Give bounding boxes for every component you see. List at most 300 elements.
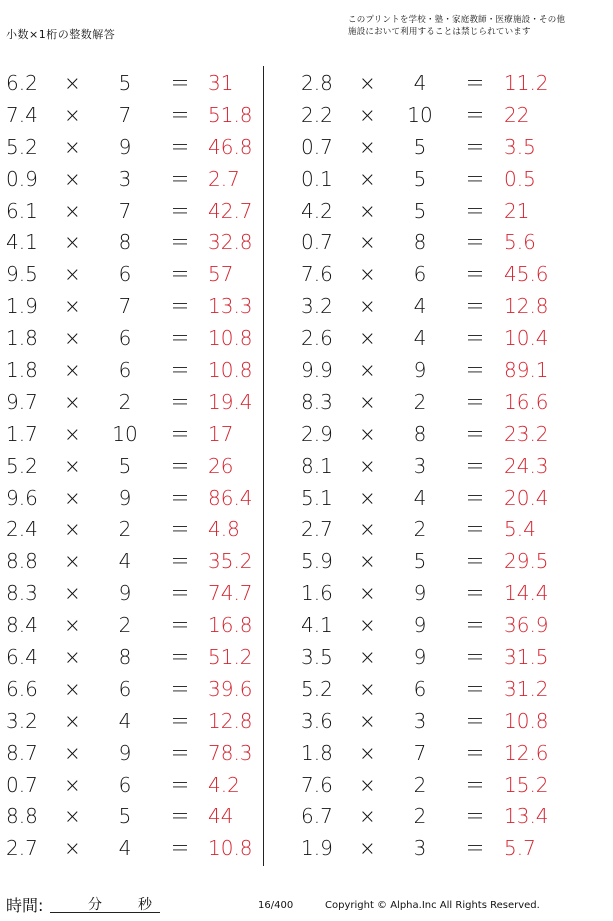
problem-row	[295, 322, 565, 354]
answer: 4.8	[208, 517, 240, 542]
multiplicand: 5.1	[301, 485, 333, 510]
multiplier: 2	[413, 804, 427, 829]
equals-sign: ＝	[465, 613, 485, 638]
multiplicand: 5.2	[6, 453, 38, 478]
multiplicand: 6.7	[301, 804, 333, 829]
multiplicand: 1.7	[6, 421, 38, 446]
times-sign: ×	[64, 198, 81, 223]
multiplier: 9	[413, 581, 427, 606]
equals-sign: ＝	[465, 549, 485, 574]
answer: 13.4	[504, 804, 549, 829]
times-sign: ×	[359, 389, 376, 414]
times-sign: ×	[359, 421, 376, 446]
times-sign: ×	[64, 645, 81, 670]
multiplicand: 6.6	[6, 676, 38, 701]
multiplier: 6	[413, 262, 427, 287]
multiplicand: 8.1	[301, 453, 333, 478]
equals-sign: ＝	[465, 294, 485, 319]
multiplier: 2	[118, 613, 132, 638]
left-problem-column	[0, 67, 270, 864]
equals-sign: ＝	[170, 134, 190, 159]
equals-sign: ＝	[465, 358, 485, 383]
problem-row	[0, 67, 270, 99]
answer: 5.7	[504, 836, 536, 861]
times-sign: ×	[359, 294, 376, 319]
multiplier: 8	[118, 645, 132, 670]
equals-sign: ＝	[465, 230, 485, 255]
seconds-label: 秒	[138, 897, 152, 913]
answer: 51.8	[208, 102, 253, 127]
multiplicand: 6.4	[6, 645, 38, 670]
problem-row	[295, 641, 565, 673]
answer: 89.1	[504, 358, 549, 383]
usage-notice-line-2: 施設において利用することは禁じられています	[348, 27, 531, 37]
problem-row	[295, 99, 565, 131]
answer: 74.7	[208, 581, 253, 606]
equals-sign: ＝	[465, 740, 485, 765]
equals-sign: ＝	[465, 708, 485, 733]
equals-sign: ＝	[170, 708, 190, 733]
problem-row	[0, 131, 270, 163]
multiplier: 4	[118, 708, 132, 733]
times-sign: ×	[64, 71, 81, 95]
answer: 45.6	[504, 262, 549, 287]
problem-row	[0, 769, 270, 801]
multiplicand: 2.2	[301, 102, 333, 127]
problem-row	[295, 131, 565, 163]
answer: 13.3	[208, 294, 253, 319]
times-sign: ×	[64, 389, 81, 414]
equals-sign: ＝	[170, 740, 190, 765]
equals-sign: ＝	[465, 326, 485, 351]
multiplicand: 5.2	[301, 676, 333, 701]
answer: 11.2	[504, 71, 549, 95]
multiplicand: 8.8	[6, 804, 38, 829]
times-sign: ×	[359, 326, 376, 351]
multiplicand: 2.6	[301, 326, 333, 351]
multiplicand: 2.9	[301, 421, 333, 446]
answer: 31.5	[504, 645, 549, 670]
problem-row	[295, 258, 565, 290]
equals-sign: ＝	[465, 389, 485, 414]
answer: 16.8	[208, 613, 253, 638]
usage-notice	[348, 14, 608, 38]
multiplier: 5	[413, 549, 427, 574]
times-sign: ×	[64, 134, 81, 159]
problem-row	[0, 258, 270, 290]
times-sign: ×	[64, 676, 81, 701]
times-sign: ×	[359, 676, 376, 701]
minutes-label: 分	[88, 897, 102, 913]
answer: 78.3	[208, 740, 253, 765]
multiplier: 3	[413, 708, 427, 733]
answer: 16.6	[504, 389, 549, 414]
problem-row	[295, 290, 565, 322]
times-sign: ×	[64, 772, 81, 797]
multiplier: 6	[118, 326, 132, 351]
times-sign: ×	[359, 453, 376, 478]
answer: 26	[208, 453, 234, 478]
times-sign: ×	[359, 71, 376, 95]
problem-row	[295, 832, 565, 864]
multiplier: 6	[118, 676, 132, 701]
multiplicand: 3.2	[301, 294, 333, 319]
times-sign: ×	[359, 517, 376, 542]
problem-row	[295, 163, 565, 195]
problem-row	[295, 195, 565, 227]
multiplicand: 8.3	[6, 581, 38, 606]
answer: 12.8	[208, 708, 253, 733]
equals-sign: ＝	[465, 102, 485, 127]
problem-row	[0, 322, 270, 354]
equals-sign: ＝	[170, 517, 190, 542]
multiplicand: 7.6	[301, 262, 333, 287]
multiplicand: 2.8	[301, 71, 333, 95]
problem-row	[295, 450, 565, 482]
multiplier: 4	[118, 549, 132, 574]
answer: 2.7	[208, 166, 240, 191]
multiplier: 9	[118, 134, 132, 159]
times-sign: ×	[359, 613, 376, 638]
problem-row	[295, 418, 565, 450]
multiplicand: 4.2	[301, 198, 333, 223]
multiplier: 2	[413, 772, 427, 797]
times-sign: ×	[359, 262, 376, 287]
problem-row	[0, 737, 270, 769]
answer: 23.2	[504, 421, 549, 446]
times-sign: ×	[64, 613, 81, 638]
problem-row	[295, 737, 565, 769]
multiplier: 10	[407, 102, 433, 127]
equals-sign: ＝	[170, 358, 190, 383]
times-sign: ×	[359, 740, 376, 765]
problem-row	[0, 354, 270, 386]
equals-sign: ＝	[465, 134, 485, 159]
times-sign: ×	[64, 708, 81, 733]
times-sign: ×	[359, 581, 376, 606]
answer: 12.6	[504, 740, 549, 765]
problem-row	[295, 609, 565, 641]
multiplicand: 0.1	[301, 166, 333, 191]
answer: 5.6	[504, 230, 536, 255]
answer: 17	[208, 421, 234, 446]
multiplicand: 5.2	[6, 134, 38, 159]
problem-row	[295, 800, 565, 832]
answer: 51.2	[208, 645, 253, 670]
multiplicand: 9.5	[6, 262, 38, 287]
answer: 10.4	[504, 326, 549, 351]
multiplicand: 8.3	[301, 389, 333, 414]
times-sign: ×	[64, 549, 81, 574]
answer: 35.2	[208, 549, 253, 574]
problem-row	[0, 195, 270, 227]
answer: 21	[504, 198, 530, 223]
equals-sign: ＝	[170, 453, 190, 478]
problem-row	[0, 545, 270, 577]
equals-sign: ＝	[465, 772, 485, 797]
problem-row	[295, 513, 565, 545]
times-sign: ×	[359, 166, 376, 191]
problem-row	[295, 545, 565, 577]
multiplier: 9	[118, 485, 132, 510]
equals-sign: ＝	[465, 517, 485, 542]
multiplier: 4	[413, 294, 427, 319]
multiplicand: 9.6	[6, 485, 38, 510]
equals-sign: ＝	[465, 676, 485, 701]
multiplicand: 7.6	[301, 772, 333, 797]
multiplier: 3	[413, 453, 427, 478]
problem-row	[295, 67, 565, 99]
problem-row	[295, 769, 565, 801]
answer: 22	[504, 102, 530, 127]
equals-sign: ＝	[465, 645, 485, 670]
equals-sign: ＝	[465, 836, 485, 861]
problem-row	[0, 163, 270, 195]
multiplier: 5	[413, 134, 427, 159]
equals-sign: ＝	[170, 166, 190, 191]
problem-row	[0, 418, 270, 450]
answer: 4.2	[208, 772, 240, 797]
multiplier: 8	[413, 421, 427, 446]
usage-notice-line-1: このプリントを学校・塾・家庭教師・医療施設・その他	[348, 15, 566, 25]
answer: 10.8	[208, 836, 253, 861]
problem-row	[295, 577, 565, 609]
multiplicand: 1.8	[6, 358, 38, 383]
multiplicand: 1.8	[6, 326, 38, 351]
problem-row	[295, 482, 565, 514]
times-sign: ×	[64, 517, 81, 542]
multiplier: 6	[118, 262, 132, 287]
problem-row	[0, 673, 270, 705]
multiplicand: 9.7	[6, 389, 38, 414]
multiplier: 2	[413, 389, 427, 414]
multiplicand: 8.4	[6, 613, 38, 638]
equals-sign: ＝	[170, 326, 190, 351]
copyright-notice: Copyright © Alpha.Inc All Rights Reserved.	[325, 900, 540, 911]
times-sign: ×	[64, 421, 81, 446]
multiplicand: 3.5	[301, 645, 333, 670]
times-sign: ×	[359, 198, 376, 223]
multiplier: 2	[118, 517, 132, 542]
times-sign: ×	[359, 485, 376, 510]
problem-row	[0, 705, 270, 737]
answer: 12.8	[504, 294, 549, 319]
times-sign: ×	[64, 581, 81, 606]
answer: 20.4	[504, 485, 549, 510]
multiplicand: 0.7	[301, 230, 333, 255]
multiplier: 3	[118, 166, 132, 191]
problem-row	[295, 705, 565, 737]
multiplier: 7	[118, 102, 132, 127]
answer: 24.3	[504, 453, 549, 478]
multiplier: 9	[413, 645, 427, 670]
times-sign: ×	[359, 102, 376, 127]
multiplier: 2	[413, 517, 427, 542]
multiplier: 10	[112, 421, 138, 446]
equals-sign: ＝	[170, 421, 190, 446]
equals-sign: ＝	[170, 71, 190, 95]
problem-row	[0, 609, 270, 641]
answer: 57	[208, 262, 234, 287]
problem-row	[0, 800, 270, 832]
equals-sign: ＝	[170, 772, 190, 797]
multiplier: 9	[118, 581, 132, 606]
multiplicand: 2.7	[6, 836, 38, 861]
multiplicand: 8.8	[6, 549, 38, 574]
problem-row	[0, 99, 270, 131]
multiplicand: 3.6	[301, 708, 333, 733]
multiplicand: 8.7	[6, 740, 38, 765]
multiplicand: 2.4	[6, 517, 38, 542]
times-sign: ×	[64, 294, 81, 319]
times-sign: ×	[359, 230, 376, 255]
multiplier: 7	[118, 294, 132, 319]
times-sign: ×	[64, 262, 81, 287]
multiplicand: 6.2	[6, 71, 38, 95]
answer: 31	[208, 71, 234, 95]
equals-sign: ＝	[465, 804, 485, 829]
times-sign: ×	[64, 485, 81, 510]
equals-sign: ＝	[170, 581, 190, 606]
answer: 15.2	[504, 772, 549, 797]
multiplicand: 1.8	[301, 740, 333, 765]
equals-sign: ＝	[170, 645, 190, 670]
multiplicand: 6.1	[6, 198, 38, 223]
answer: 44	[208, 804, 234, 829]
answer: 5.4	[504, 517, 536, 542]
answer: 10.8	[504, 708, 549, 733]
equals-sign: ＝	[170, 676, 190, 701]
answer: 36.9	[504, 613, 549, 638]
worksheet-title: 小数×1桁の整数解答	[6, 28, 116, 41]
column-divider	[263, 66, 264, 866]
answer: 19.4	[208, 389, 253, 414]
multiplier: 8	[118, 230, 132, 255]
problem-row	[295, 673, 565, 705]
equals-sign: ＝	[465, 421, 485, 446]
times-sign: ×	[359, 708, 376, 733]
multiplier: 4	[413, 326, 427, 351]
multiplicand: 1.9	[301, 836, 333, 861]
answer: 46.8	[208, 134, 253, 159]
multiplicand: 0.9	[6, 166, 38, 191]
problem-row	[0, 641, 270, 673]
times-sign: ×	[359, 358, 376, 383]
times-sign: ×	[64, 358, 81, 383]
multiplicand: 7.4	[6, 102, 38, 127]
multiplicand: 0.7	[6, 772, 38, 797]
times-sign: ×	[64, 740, 81, 765]
multiplier: 4	[118, 836, 132, 861]
multiplier: 5	[118, 71, 132, 95]
equals-sign: ＝	[465, 71, 485, 95]
multiplier: 3	[413, 836, 427, 861]
problem-row	[0, 513, 270, 545]
equals-sign: ＝	[170, 230, 190, 255]
times-sign: ×	[64, 102, 81, 127]
equals-sign: ＝	[170, 613, 190, 638]
answer: 29.5	[504, 549, 549, 574]
equals-sign: ＝	[170, 262, 190, 287]
multiplier: 5	[118, 453, 132, 478]
equals-sign: ＝	[170, 294, 190, 319]
multiplicand: 1.9	[6, 294, 38, 319]
equals-sign: ＝	[170, 102, 190, 127]
equals-sign: ＝	[170, 836, 190, 861]
multiplicand: 3.2	[6, 708, 38, 733]
equals-sign: ＝	[170, 198, 190, 223]
multiplier: 5	[118, 804, 132, 829]
equals-sign: ＝	[170, 485, 190, 510]
equals-sign: ＝	[170, 804, 190, 829]
times-sign: ×	[359, 836, 376, 861]
multiplicand: 4.1	[6, 230, 38, 255]
multiplier: 9	[413, 358, 427, 383]
problem-row	[0, 450, 270, 482]
times-sign: ×	[359, 804, 376, 829]
times-sign: ×	[359, 134, 376, 159]
multiplier: 8	[413, 230, 427, 255]
multiplier: 7	[118, 198, 132, 223]
problem-row	[0, 226, 270, 258]
answer: 14.4	[504, 581, 549, 606]
times-sign: ×	[64, 326, 81, 351]
equals-sign: ＝	[465, 581, 485, 606]
multiplier: 6	[118, 772, 132, 797]
times-sign: ×	[359, 772, 376, 797]
multiplier: 2	[118, 389, 132, 414]
answer: 3.5	[504, 134, 536, 159]
equals-sign: ＝	[170, 549, 190, 574]
right-problem-column	[295, 67, 565, 864]
problem-row	[295, 354, 565, 386]
answer: 10.8	[208, 326, 253, 351]
problem-row	[0, 832, 270, 864]
answer: 10.8	[208, 358, 253, 383]
problem-row	[0, 577, 270, 609]
time-label: 時間:	[6, 896, 44, 915]
times-sign: ×	[359, 549, 376, 574]
multiplier: 5	[413, 198, 427, 223]
equals-sign: ＝	[465, 198, 485, 223]
multiplicand: 5.9	[301, 549, 333, 574]
multiplier: 5	[413, 166, 427, 191]
equals-sign: ＝	[465, 485, 485, 510]
answer: 39.6	[208, 676, 253, 701]
multiplier: 9	[118, 740, 132, 765]
answer: 31.2	[504, 676, 549, 701]
multiplicand: 0.7	[301, 134, 333, 159]
multiplicand: 1.6	[301, 581, 333, 606]
problem-row	[295, 386, 565, 418]
problem-row	[295, 226, 565, 258]
multiplier: 6	[413, 676, 427, 701]
times-sign: ×	[64, 453, 81, 478]
times-sign: ×	[64, 836, 81, 861]
times-sign: ×	[64, 804, 81, 829]
multiplier: 6	[118, 358, 132, 383]
equals-sign: ＝	[170, 389, 190, 414]
answer: 86.4	[208, 485, 253, 510]
equals-sign: ＝	[465, 166, 485, 191]
answer: 32.8	[208, 230, 253, 255]
page-number: 16/400	[258, 900, 294, 911]
answer: 0.5	[504, 166, 536, 191]
multiplier: 4	[413, 71, 427, 95]
answer: 42.7	[208, 198, 253, 223]
problem-row	[0, 386, 270, 418]
equals-sign: ＝	[465, 262, 485, 287]
